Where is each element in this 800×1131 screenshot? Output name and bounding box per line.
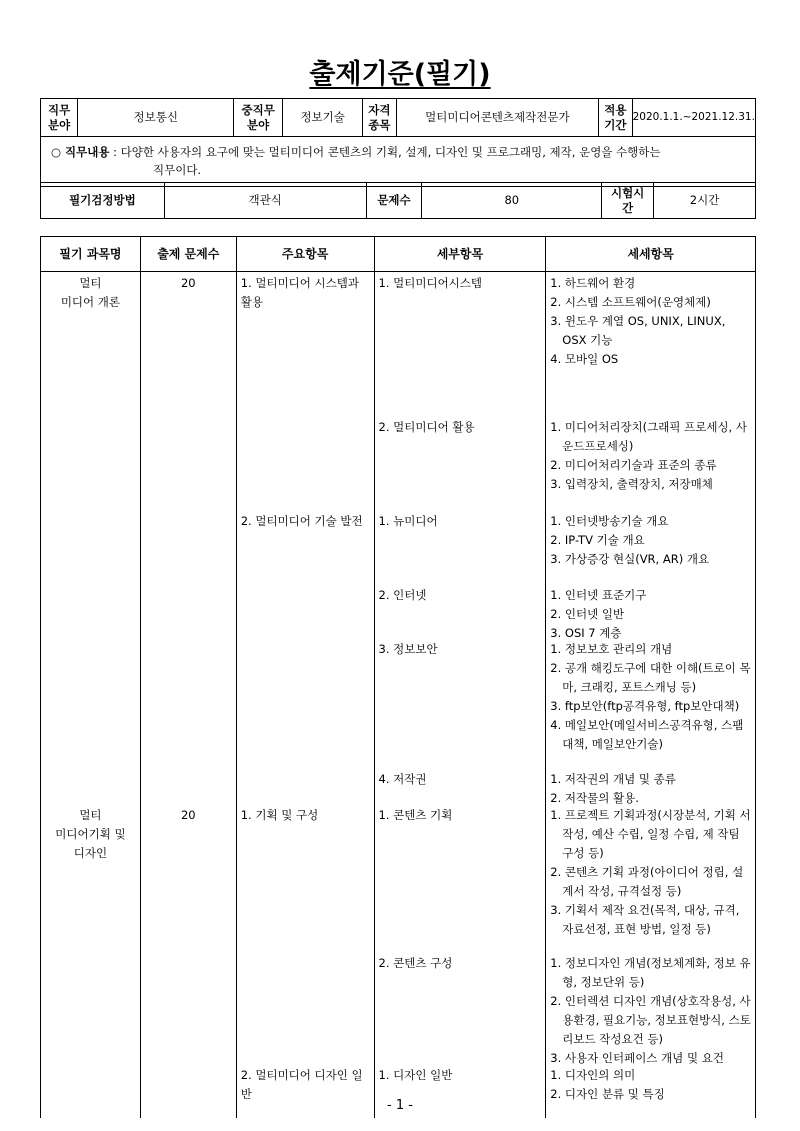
sub-item: 1. 멀티미디어시스템 [378, 276, 483, 290]
sub-item-column [374, 272, 546, 1119]
main-item: 1. 기획 및 구성 [240, 808, 319, 822]
mid-field-value: 정보기술 [283, 99, 363, 137]
method-value: 객관식 [164, 183, 366, 219]
info-table [40, 98, 756, 187]
detail-group: 1. 인터넷방송기술 개요 2. IP-TV 기술 개요 3. 가상증강 현실(VR, AR) 개요 [550, 514, 710, 566]
qualification-value: 멀티미디어콘텐츠제작전문가 [396, 99, 599, 137]
main-item: 1. 멀티미디어 시스템과 활용 [240, 276, 359, 309]
detail-group: 1. 프로젝트 기획과정(시장분석, 기획 서 작성, 예산 수립, 일정 수립, 제 작팀 구성 등) 2. 콘텐츠 기획 과정(아이디어 정립, 설계서 작성, 규격설정 등) 3. 기획서 제작 요건(목적, 대상, 규격, 자료선정, 표현 방법, 일정 등) [550, 808, 751, 936]
sub-item: 4. 저작권 [378, 772, 427, 786]
detail-group: 1. 하드웨어 환경 2. 시스템 소프트웨어(운영체제) 3. 윈도우 계열 OS, UNIX, LINUX, OSX 기능 4. 모바일 OS [550, 276, 726, 366]
detail-group: 1. 디자인의 의미 2. 디자인 분류 및 특징 [550, 1068, 665, 1101]
main-item: 2. 멀티미디어 기술 발전 [240, 514, 363, 528]
duty-label: ○ 직무내용 [51, 145, 110, 159]
duty-text-2: 직무이다. [153, 163, 202, 178]
sub-item: 3. 정보보안 [378, 642, 438, 656]
sub-item: 1. 콘텐츠 기획 [378, 808, 453, 822]
qualification-label: 자격 종목 [363, 99, 396, 137]
sub-item: 2. 콘텐츠 구성 [378, 956, 453, 970]
period-value: 2020.1.1.~2021.12.31. [632, 99, 755, 137]
sub-item: 2. 인터넷 [378, 588, 427, 602]
subject-name: 멀티 미디어기획 및 디자인 [55, 808, 126, 860]
duty-text-1: : 다양한 사용자의 요구에 맞는 멀티미디어 콘텐츠의 기획, 설계, 디자인 및 프로그래밍, 제작, 운영을 수행하는 [113, 145, 661, 159]
subject-column [41, 272, 141, 1119]
subject-count: 20 [180, 276, 196, 290]
page-title: 출제기준(필기) [309, 59, 491, 90]
detail-group: 1. 미디어처리장치(그래픽 프로세싱, 사운드프로세싱) 2. 미디어처리기술과 표준의 종류 3. 입력장치, 출력장치, 저장매체 [550, 420, 747, 491]
count-label: 문제수 [366, 183, 422, 219]
detail-group: 1. 저작권의 개념 및 종류 2. 저작물의 활용. [550, 772, 676, 805]
main-item: 2. 멀티미디어 디자인 일 반 [240, 1068, 363, 1101]
header-detail-item: 세세항목 [546, 237, 756, 272]
job-field-label: 직무 분야 [41, 99, 78, 137]
period-label: 적용 기간 [599, 99, 632, 137]
sub-item: 1. 뉴미디어 [378, 514, 438, 528]
time-value: 2시간 [654, 183, 756, 219]
detail-group: 1. 정보디자인 개념(정보체계화, 정보 유형, 정보단위 등) 2. 인터렉션 디자인 개념(상호작용성, 사용환경, 필요기능, 정보표현방식, 스토리보드 작성요건 등) 3. 사용자 인터페이스 개념 및 요건 [550, 956, 751, 1065]
sub-item: 2. 멀티미디어 활용 [378, 420, 475, 434]
time-label: 시험시 간 [602, 183, 654, 219]
exam-method-table [40, 182, 756, 219]
sub-item: 1. 디자인 일반 [378, 1068, 453, 1082]
page-number: - 1 - [387, 1098, 413, 1113]
main-item-column [236, 272, 374, 1119]
header-sub-item: 세부항목 [374, 237, 546, 272]
subject-count: 20 [180, 808, 196, 822]
mid-field-label: 중직무 분야 [234, 99, 283, 137]
header-count: 출제 문제수 [140, 237, 236, 272]
header-main-item: 주요항목 [236, 237, 374, 272]
detail-group: 1. 인터넷 표준기구 2. 인터넷 일반 3. OSI 7 계층 [550, 588, 647, 640]
method-label: 필기검정방법 [41, 183, 165, 219]
detail-group: 1. 정보보호 관리의 개념 2. 공개 해킹도구에 대한 이해(트로이 목마, 크래킹, 포트스캐닝 등) 3. ftp보안(ftp공격유형, ftp보안대책) 4. 메일보안(메일서비스공격유형, 스팸 대책, 메일보안기술) [550, 642, 751, 751]
subject-name: 멀티 미디어 개론 [60, 276, 121, 309]
header-subject: 필기 과목명 [41, 237, 141, 272]
criteria-table [40, 236, 756, 1118]
count-value: 80 [422, 183, 602, 219]
count-column [140, 272, 236, 1119]
job-field-value: 정보통신 [78, 99, 234, 137]
detail-item-column [546, 272, 756, 1119]
duty-description [41, 137, 756, 187]
